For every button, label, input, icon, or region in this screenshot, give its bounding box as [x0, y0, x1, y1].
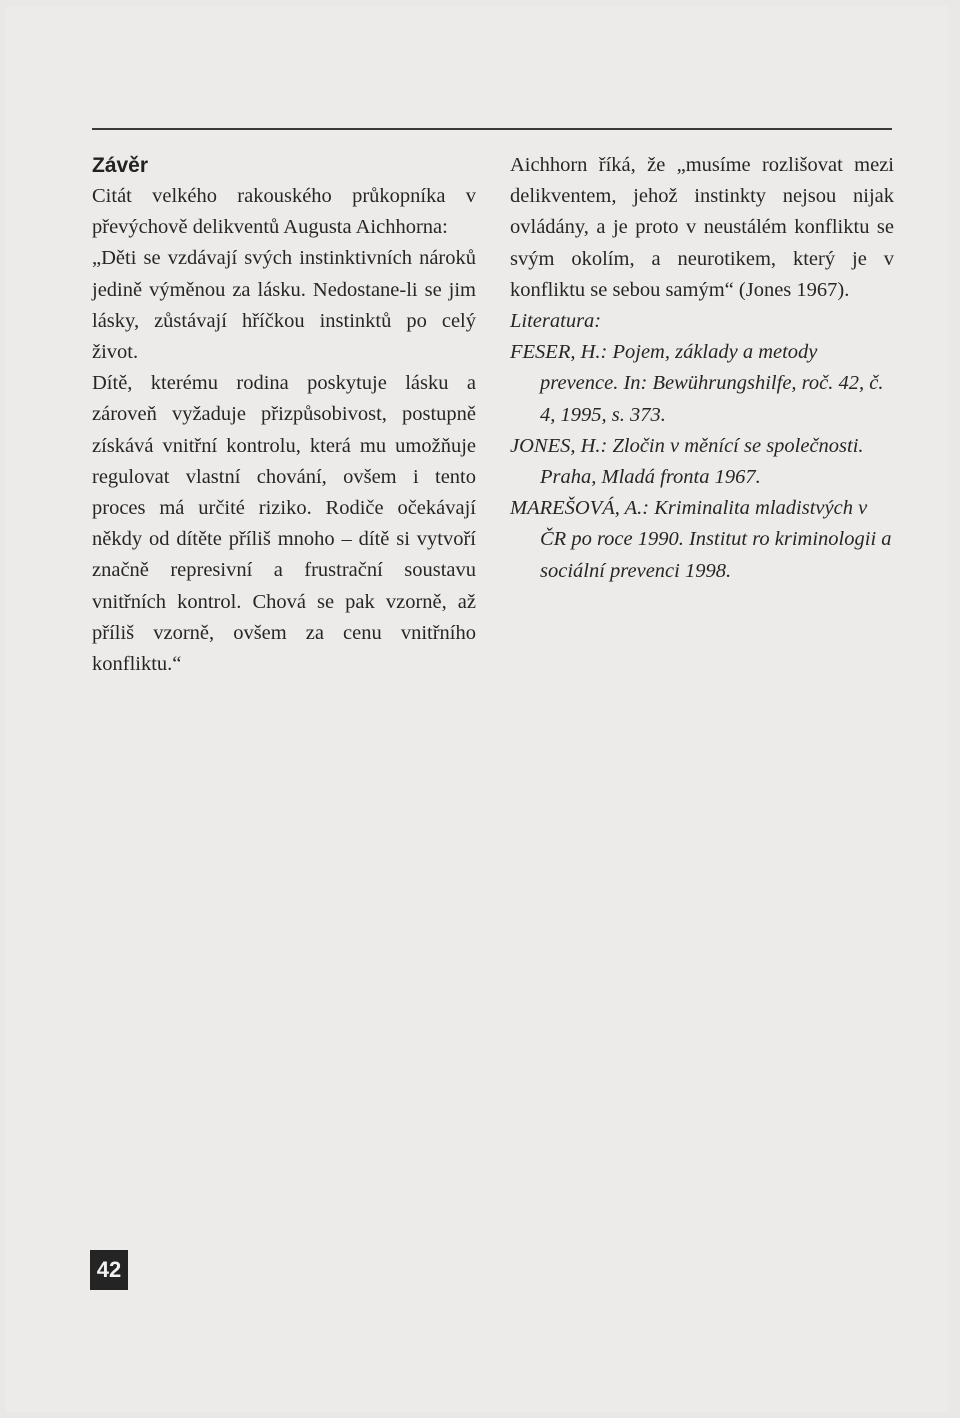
paragraph: Dítě, kterému rodina poskytuje lásku a zároveň vyžaduje přizpůsobivost, postupně získává vnitřní kontrolu, která mu umožňuje regulovat vlastní chování, ovšem i tento proces má určité riziko. Rodiče očekávají někdy od dítěte příliš mnoho – dítě si vytvoří značně represivní a frustrační soustavu vnitřních kontrol. Chová se pak vzorně, až příliš vzorně, ovšem za cenu vnitřního konfliktu.“: [92, 372, 476, 676]
header-rule: [92, 128, 892, 130]
reference-item: JONES, H.: Zločin v měnící se společnosti. Praha, Mladá fronta 1967.: [510, 434, 864, 489]
literature-heading: Literatura:: [510, 310, 602, 333]
left-column: [92, 150, 476, 680]
right-column: [510, 150, 894, 587]
page-number: 42: [90, 1250, 128, 1290]
paragraph: Aichhorn říká, že „musíme rozlišovat mezi delikventem, jehož instinkty nejsou nijak ovládány, a je proto v neustálém konfliktu se svým okolím, a neurotikem, který je v konfliktu se sebou samým“ (Jones 1967).: [510, 154, 894, 301]
reference-item: FESER, H.: Pojem, základy a metody prevence. In: Bewührungshilfe, roč. 42, č. 4, 1995, s. 373.: [510, 341, 884, 426]
paragraph: „Děti se vzdávají svých instinktivních nároků jedině výměnou za lásku. Nedostane-li se jim lásky, zůstávají hříčkou instinktů po celý život.: [92, 247, 476, 364]
reference-item: MAREŠOVÁ, A.: Kriminalita mladistvých v ČR po roce 1990. Institut ro kriminologii a sociální prevenci 1998.: [510, 497, 892, 582]
section-heading: Závěr: [92, 154, 149, 177]
paragraph: Citát velkého rakouského průkopníka v převýchově delikventů Augusta Aichhorna:: [92, 185, 476, 239]
